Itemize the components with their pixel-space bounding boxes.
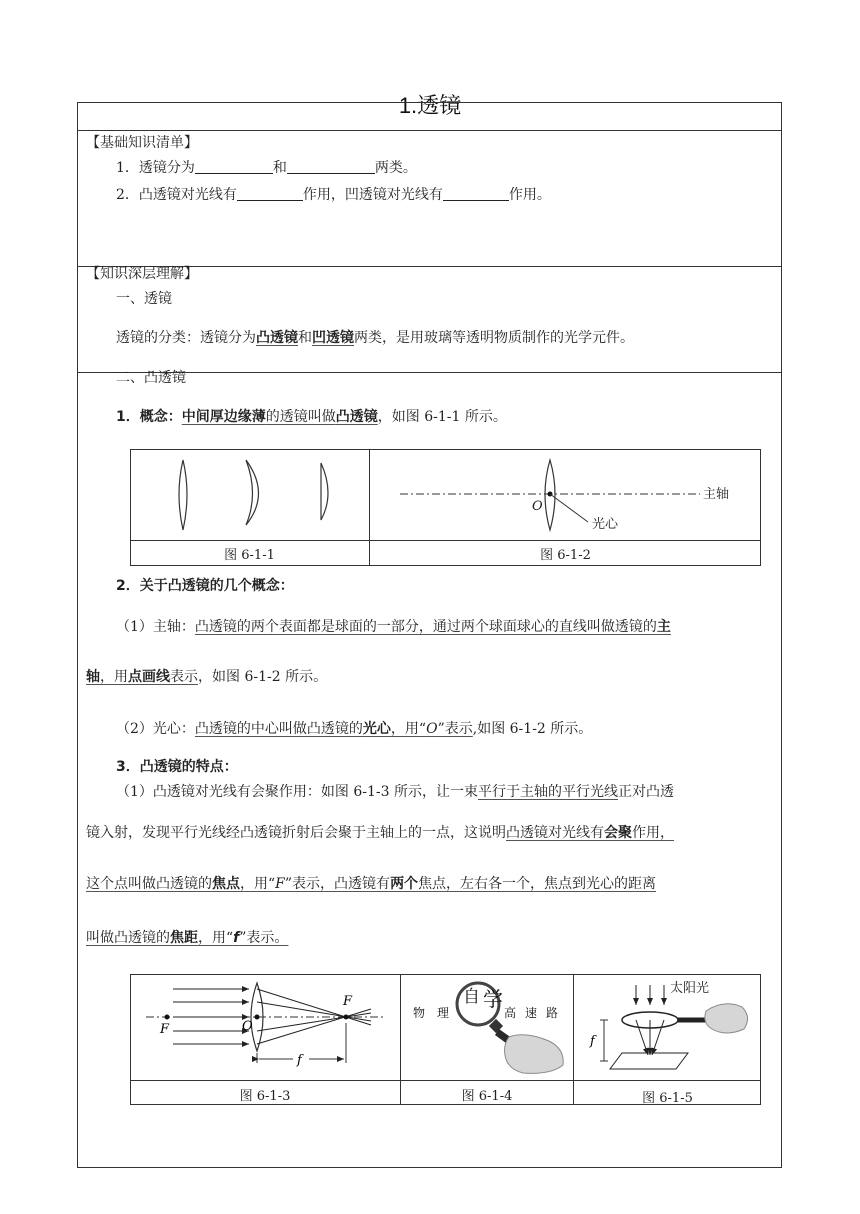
logo-text: 物 [413, 1006, 426, 1020]
logo-text: 学 [483, 987, 503, 1011]
feature-paragraph-line2: 镜入射，发现平行光线经凸透镜折射后会聚于主轴上的一点，这说明凸透镜对光线有会聚作用， [86, 825, 674, 841]
question-1: 1．透镜分为 和 两类。 [116, 160, 417, 176]
figure-caption: 图 6-1-2 [540, 548, 591, 563]
meniscus-lens [246, 460, 259, 525]
answer-blank[interactable] [237, 186, 303, 201]
deep-header: 【知识深层理解】 [86, 266, 198, 282]
figure-6-1-4 [401, 975, 572, 1079]
page-title: 1.透镜 [398, 93, 462, 118]
logo-text: 自 [463, 987, 480, 1007]
subheading: 3．凸透镜的特点： [116, 759, 238, 775]
logo-text: 速 [525, 1006, 538, 1020]
center-paragraph: （2）光心：凸透镜的中心叫做凸透镜的光心，用“O”表示,如图 6-1-2 所示。 [116, 721, 593, 737]
figure-caption: 图 6-1-3 [239, 1089, 291, 1104]
center-o-label: O [242, 1019, 253, 1034]
figure-6-1-3 [131, 975, 399, 1079]
axis-paragraph-cont: 轴，用点画线表示，如图 6-1-2 所示。 [86, 669, 328, 685]
concept-paragraph: 1．概念：中间厚边缘薄的透镜叫做凸透镜，如图 6-1-1 所示。 [116, 409, 507, 425]
subheading: 2．关于凸透镜的几个概念： [116, 578, 294, 594]
answer-blank[interactable] [287, 159, 375, 174]
focal-point-dot [165, 1015, 170, 1020]
center-label: 光心 [592, 517, 619, 532]
feature-paragraph-line1: （1）凸透镜对光线有会聚作用：如图 6-1-3 所示，让一束平行于主轴的平行光线正对凸透 [116, 784, 674, 800]
logo-text: 路 [546, 1006, 559, 1020]
section-heading: 二、凸透镜 [116, 370, 186, 386]
hand-graphic [705, 1004, 748, 1033]
classify-paragraph: 透镜的分类：透镜分为凸透镜和凹透镜两类，是用玻璃等透明物质制作的光学元件。 [116, 330, 634, 346]
focal-length-label: f [297, 1053, 302, 1068]
divider [77, 130, 782, 131]
feature-paragraph-line4: 叫做凸透镜的焦距，用“f”表示。 [86, 930, 289, 946]
figure-6-1-1 [131, 450, 368, 540]
figure-caption: 图 6-1-5 [642, 1091, 693, 1106]
figure-6-1-2 [370, 450, 760, 540]
focal-label-left: F [160, 1022, 170, 1037]
center-o-label: O [532, 499, 543, 514]
plano-convex-lens [321, 463, 328, 520]
leader-line [550, 494, 588, 522]
focal-label-right: F [343, 994, 353, 1009]
question-2: 2．凸透镜对光线有 作用，凹透镜对光线有 作用。 [116, 187, 551, 203]
hand-graphic [505, 1035, 564, 1074]
focal-length-label: f [590, 1034, 595, 1049]
optical-center-dot [255, 1015, 260, 1020]
basic-header: 【基础知识清单】 [86, 135, 198, 151]
axis-label: 主轴 [703, 487, 730, 502]
table-divider [130, 540, 761, 541]
section-heading: 一、透镜 [116, 291, 172, 307]
answer-blank[interactable] [195, 159, 273, 174]
sunlight-label: 太阳光 [670, 981, 710, 996]
figure-6-1-5 [574, 975, 760, 1079]
axis-paragraph: （1）主轴：凸透镜的两个表面都是球面的一部分，通过两个球面球心的直线叫做透镜的主 [116, 619, 671, 635]
incident-rays [173, 989, 249, 1044]
figure-caption: 图 6-1-1 [224, 548, 275, 563]
logo-text: 理 [437, 1006, 450, 1020]
biconvex-lens [179, 460, 187, 530]
logo-text: 高 [504, 1006, 517, 1020]
figure-caption: 图 6-1-4 [461, 1089, 513, 1104]
paper-plane [610, 1053, 688, 1069]
answer-blank[interactable] [443, 186, 509, 201]
table-divider [130, 1080, 761, 1081]
sunlight-rays [636, 985, 664, 1005]
focal-point-dot [344, 1015, 349, 1020]
feature-paragraph-line3: 这个点叫做凸透镜的焦点，用“F”表示，凸透镜有两个焦点，左右各一个，焦点到光心的距离 [86, 876, 657, 892]
